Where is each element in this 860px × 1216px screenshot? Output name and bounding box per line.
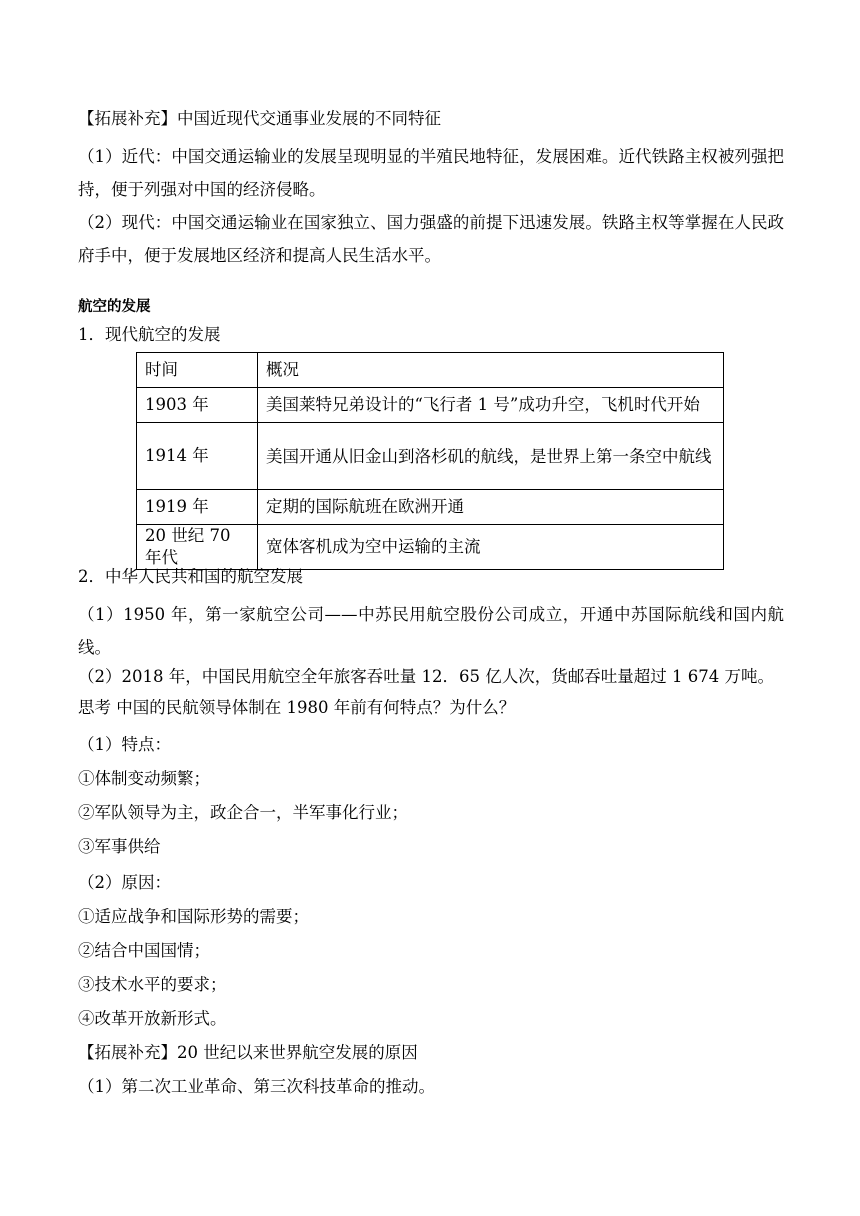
reason-item: ④改革开放新形式。: [78, 1009, 227, 1028]
feature-item: ①体制变动频繁；: [78, 769, 210, 788]
table-cell-time: 1903 年: [137, 388, 258, 423]
paragraph-industrial-revolution: （1）第二次工业革命、第三次科技革命的推动。: [78, 1077, 435, 1096]
aviation-timeline-table: [136, 352, 724, 570]
reason-item: ②结合中国国情；: [78, 941, 210, 960]
section-heading: 航空的发展: [78, 299, 151, 315]
reason-item: ①适应战争和国际形势的需要；: [78, 907, 309, 926]
table-row: [137, 490, 724, 525]
table-cell-summary: 美国开通从旧金山到洛杉矶的航线，是世界上第一条空中航线: [258, 423, 724, 490]
table-cell-time: 1919 年: [137, 490, 258, 525]
table-cell-summary: 宽体客机成为空中运输的主流: [258, 525, 724, 570]
reason-item: ③技术水平的要求；: [78, 975, 227, 994]
paragraph-modern-era: （1）近代：中国交通运输业的发展呈现明显的半殖民地特征，发展困难。近代铁路主权被列强把持，便于列强对中国的经济侵略。: [78, 147, 784, 199]
table-header-row: [137, 353, 724, 388]
table-row: [137, 525, 724, 570]
table-header-cell: 概况: [258, 353, 724, 388]
table-cell-time: 1914 年: [137, 423, 258, 490]
table-header-cell: 时间: [137, 353, 258, 388]
paragraph-1950: （1）1950 年，第一家航空公司——中苏民用航空股份公司成立，开通中苏国际航线和国内航线。: [78, 605, 784, 657]
table-row: [137, 423, 724, 490]
features-title: （1）特点：: [78, 735, 171, 754]
feature-item: ③军事供给: [78, 837, 161, 856]
reasons-title: （2）原因：: [78, 873, 171, 892]
extension-title-2: 【拓展补充】20 世纪以来世界航空发展的原因: [78, 1043, 418, 1062]
table-cell-summary: 美国莱特兄弟设计的“飞行者 1 号”成功升空，飞机时代开始: [258, 388, 724, 423]
table-cell-time: 20 世纪 70 年代: [137, 525, 258, 570]
extension-title-1: 【拓展补充】中国近现代交通事业发展的不同特征: [78, 109, 441, 128]
paragraph-contemporary-era: （2）现代：中国交通运输业在国家独立、国力强盛的前提下迅速发展。铁路主权等掌握在人民政府手中，便于发展地区经济和提高人民生活水平。: [78, 213, 784, 265]
feature-item: ②军队领导为主，政企合一，半军事化行业；: [78, 803, 408, 822]
think-question: 思考 中国的民航领导体制在 1980 年前有何特点？为什么？: [78, 698, 516, 717]
paragraph-2018: （2）2018 年，中国民用航空全年旅客吞吐量 12．65 亿人次，货邮吞吐量超过 1 674 万吨。: [78, 667, 774, 686]
table-cell-summary: 定期的国际航班在欧洲开通: [258, 490, 724, 525]
table-row: [137, 388, 724, 423]
subheading-prc-aviation: 2．中华人民共和国的航空发展: [78, 567, 303, 586]
subheading-modern-aviation: 1．现代航空的发展: [78, 325, 221, 344]
